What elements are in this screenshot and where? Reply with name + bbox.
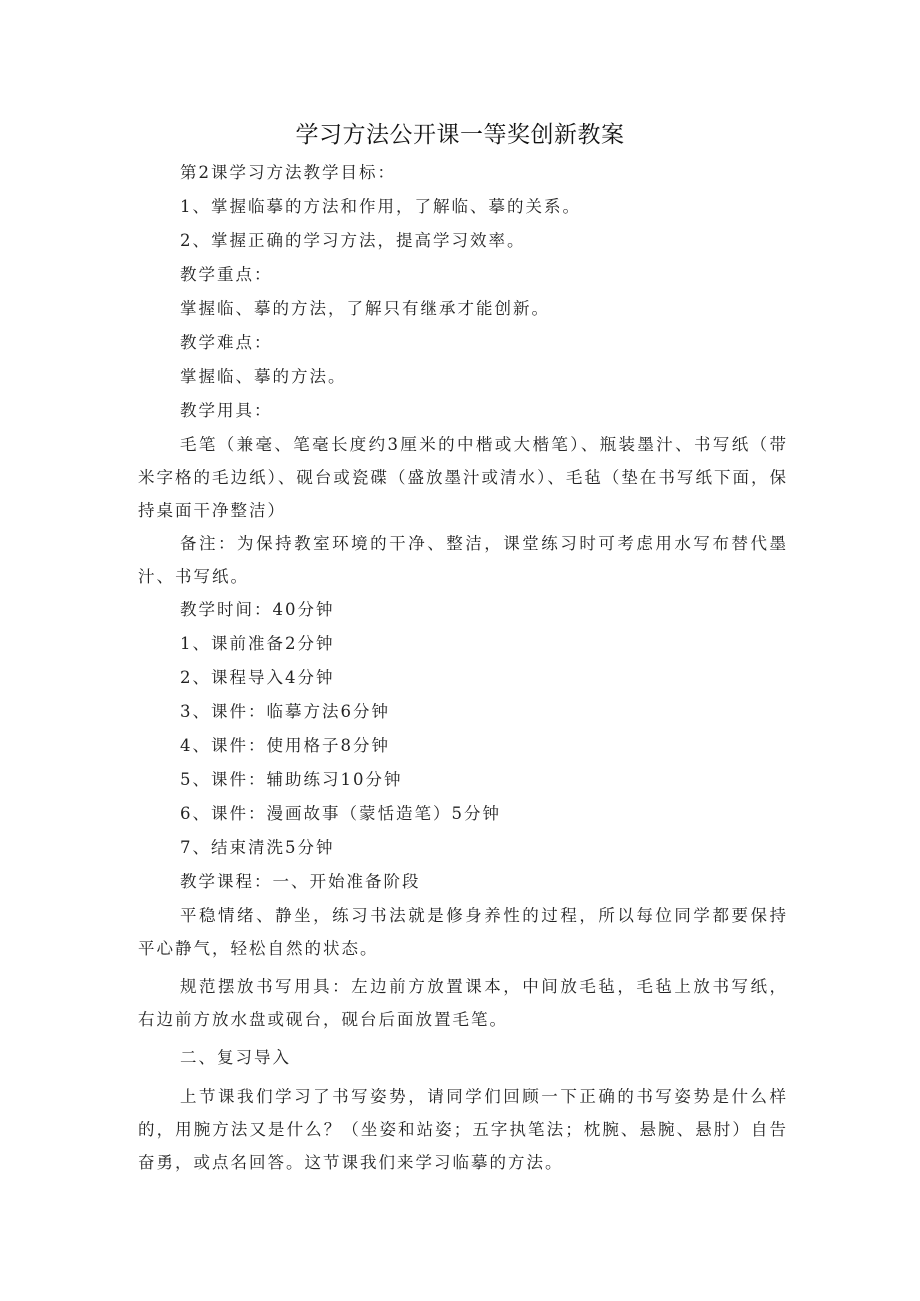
paragraph-difficulties-heading: 教学难点： [180, 333, 273, 352]
document-title: 学习方法公开课一等奖创新教案 [295, 122, 625, 148]
paragraph-objective-2: 2、掌握正确的学习方法，提高学习效率。 [180, 231, 526, 250]
paragraph-time-6: 6、课件：漫画故事（蒙恬造笔）5分钟 [180, 804, 501, 823]
paragraph-objective-1: 1、掌握临摹的方法和作用，了解临、摹的关系。 [180, 197, 581, 216]
paragraph-time-5: 5、课件：辅助练习10分钟 [180, 770, 403, 789]
paragraph-note: 备注：为保持教室环境的干净、整洁，课堂练习时可考虑用水写布替代墨汁、书写纸。 [138, 534, 788, 586]
paragraph-difficulties: 掌握临、摹的方法。 [180, 367, 347, 386]
paragraph-tools: 毛笔（兼毫、笔毫长度约3厘米的中楷或大楷笔）、瓶装墨汁、书写纸（带米字格的毛边纸）、砚台或瓷碟（盛放墨汁或清水）、毛毡（垫在书写纸下面，保持桌面干净整洁） [138, 435, 788, 520]
paragraph-tools-arrangement: 规范摆放书写用具：左边前方放置课本，中间放毛毡，毛毡上放书写纸，右边前方放水盘或砚台，砚台后面放置毛笔。 [138, 977, 788, 1029]
paragraph-lesson-objectives: 第2课学习方法教学目标： [180, 163, 396, 182]
paragraph-process-heading: 教学课程：一、开始准备阶段 [180, 872, 421, 891]
paragraph-review-heading: 二、复习导入 [180, 1048, 291, 1067]
paragraph-time-3: 3、课件：临摹方法6分钟 [180, 702, 390, 721]
paragraph-time-1: 1、课前准备2分钟 [180, 634, 335, 653]
paragraph-time-2: 2、课程导入4分钟 [180, 668, 335, 687]
paragraph-review: 上节课我们学习了书写姿势，请同学们回顾一下正确的书写姿势是什么样的，用腕方法又是什么？（坐姿和站姿；五字执笔法；枕腕、悬腕、悬肘）自告奋勇，或点名回答。这节课我们来学习临摹的方法。 [138, 1087, 788, 1172]
paragraph-calm: 平稳情绪、静坐，练习书法就是修身养性的过程，所以每位同学都要保持平心静气，轻松自然的状态。 [138, 906, 788, 958]
paragraph-key-points-heading: 教学重点： [180, 265, 273, 284]
paragraph-tools-heading: 教学用具： [180, 401, 273, 420]
paragraph-time-4: 4、课件：使用格子8分钟 [180, 736, 390, 755]
paragraph-time-7: 7、结束清洗5分钟 [180, 838, 335, 857]
paragraph-key-points: 掌握临、摹的方法，了解只有继承才能创新。 [180, 299, 550, 318]
document-body [138, 156, 788, 1179]
paragraph-time-heading: 教学时间：40分钟 [180, 600, 335, 619]
